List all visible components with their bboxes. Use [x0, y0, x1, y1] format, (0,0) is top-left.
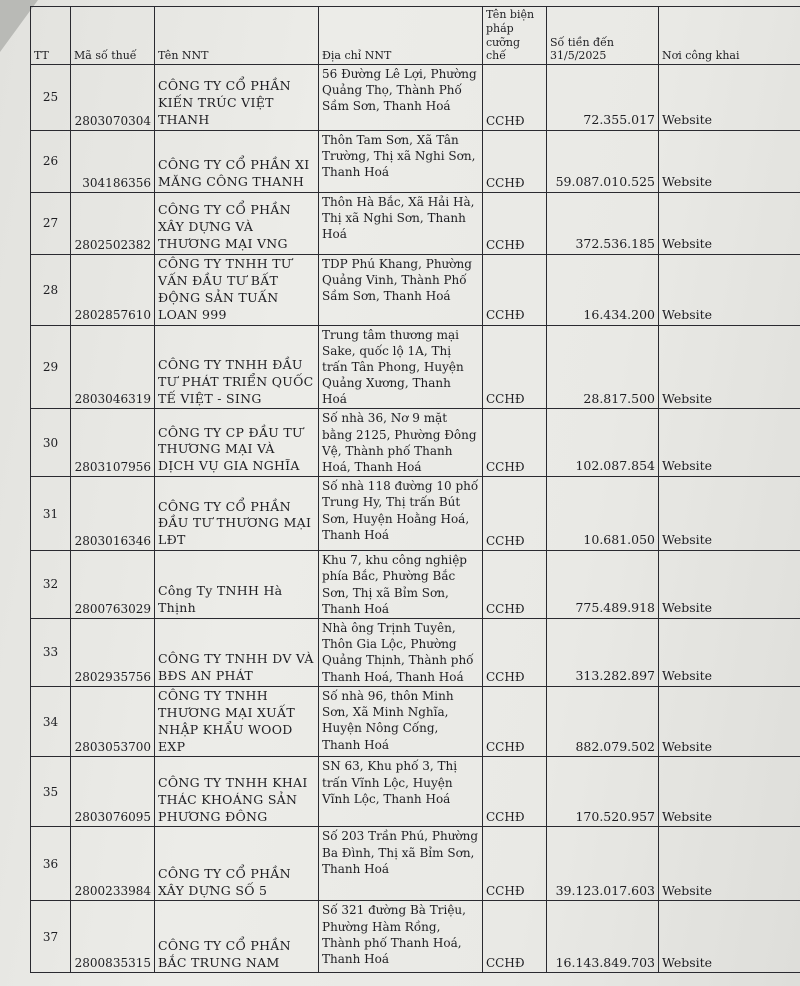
table-row — [31, 757, 800, 827]
row-number: 25 — [31, 65, 71, 131]
row-number: 36 — [31, 827, 71, 901]
amount: 16.434.200 — [547, 255, 659, 326]
tax-code: 2803107956 — [71, 409, 155, 477]
header-amount: Số tiền đến 31/5/2025 — [547, 7, 659, 65]
published-at: Website — [659, 551, 800, 619]
table-row — [31, 901, 800, 973]
row-number: 29 — [31, 325, 71, 409]
row-number: 35 — [31, 757, 71, 827]
taxpayer-name: CÔNG TY TNHH DV VÀ BĐS AN PHÁT — [155, 618, 319, 686]
amount: 882.079.502 — [547, 686, 659, 757]
enforcement-measure: CCHĐ — [483, 477, 547, 551]
taxpayer-name: CÔNG TY TNHH KHAI THÁC KHOÁNG SẢN PHƯƠNG ĐÔNG — [155, 757, 319, 827]
enforcement-measure: CCHĐ — [483, 827, 547, 901]
address: Trung tâm thương mại Sake, quốc lộ 1A, Thị trấn Tân Phong, Huyện Quảng Xương, Thanh Hoá — [319, 325, 483, 409]
header-enforcement-measure: Tên biện pháp cưỡng chế — [483, 7, 547, 65]
published-at: Website — [659, 757, 800, 827]
table-row — [31, 618, 800, 686]
tax-code: 2802935756 — [71, 618, 155, 686]
row-number: 31 — [31, 477, 71, 551]
published-at: Website — [659, 193, 800, 255]
table-row — [31, 686, 800, 757]
header-taxpayer-name: Tên NNT — [155, 7, 319, 65]
enforcement-measure: CCHĐ — [483, 618, 547, 686]
enforcement-measure: CCHĐ — [483, 901, 547, 973]
taxpayer-name: CÔNG TY CỔ PHẦN XÂY DỰNG VÀ THƯƠNG MẠI VNG — [155, 193, 319, 255]
taxpayer-name: CÔNG TY CỔ PHẦN ĐẦU TƯ THƯƠNG MẠI LĐT — [155, 477, 319, 551]
amount: 775.489.918 — [547, 551, 659, 619]
taxpayer-name: CÔNG TY CP ĐẦU TƯ THƯƠNG MẠI VÀ DỊCH VỤ GIA NGHĨA — [155, 409, 319, 477]
enforcement-measure: CCHĐ — [483, 551, 547, 619]
address: 56 Đường Lê Lợi, Phường Quảng Thọ, Thành Phố Sầm Sơn, Thanh Hoá — [319, 65, 483, 131]
tax-code: 2800763029 — [71, 551, 155, 619]
table-row — [31, 193, 800, 255]
published-at: Website — [659, 901, 800, 973]
enforcement-measure: CCHĐ — [483, 686, 547, 757]
address: TDP Phú Khang, Phường Quảng Vinh, Thành Phố Sầm Sơn, Thanh Hoá — [319, 255, 483, 326]
row-number: 32 — [31, 551, 71, 619]
tax-code: 2802502382 — [71, 193, 155, 255]
amount: 372.536.185 — [547, 193, 659, 255]
amount: 170.520.957 — [547, 757, 659, 827]
enforcement-measure: CCHĐ — [483, 65, 547, 131]
tax-code: 2803016346 — [71, 477, 155, 551]
published-at: Website — [659, 255, 800, 326]
amount: 102.087.854 — [547, 409, 659, 477]
table-row — [31, 551, 800, 619]
header-tax-code: Mã số thuế — [71, 7, 155, 65]
tax-code: 304186356 — [71, 131, 155, 193]
amount: 59.087.010.525 — [547, 131, 659, 193]
tax-code: 2803046319 — [71, 325, 155, 409]
published-at: Website — [659, 131, 800, 193]
published-at: Website — [659, 325, 800, 409]
row-number: 37 — [31, 901, 71, 973]
table-row — [31, 255, 800, 326]
table-row — [31, 827, 800, 901]
tax-code: 2803076095 — [71, 757, 155, 827]
amount: 10.681.050 — [547, 477, 659, 551]
amount: 313.282.897 — [547, 618, 659, 686]
header-address: Địa chỉ NNT — [319, 7, 483, 65]
taxpayer-name: CÔNG TY CỔ PHẦN BẮC TRUNG NAM — [155, 901, 319, 973]
row-number: 33 — [31, 618, 71, 686]
published-at: Website — [659, 477, 800, 551]
tax-code: 2800233984 — [71, 827, 155, 901]
tax-code: 2803053700 — [71, 686, 155, 757]
published-at: Website — [659, 65, 800, 131]
row-number: 28 — [31, 255, 71, 326]
taxpayer-name: CÔNG TY CỔ PHẦN KIẾN TRÚC VIỆT THANH — [155, 65, 319, 131]
amount: 72.355.017 — [547, 65, 659, 131]
address: Số 203 Trần Phú, Phường Ba Đình, Thị xã Bỉm Sơn, Thanh Hoá — [319, 827, 483, 901]
enforcement-measure: CCHĐ — [483, 325, 547, 409]
row-number: 34 — [31, 686, 71, 757]
address: Số nhà 96, thôn Minh Sơn, Xã Minh Nghĩa, Huyện Nông Cống, Thanh Hoá — [319, 686, 483, 757]
header-tt: TT — [31, 7, 71, 65]
row-number: 26 — [31, 131, 71, 193]
address: Khu 7, khu công nghiệp phía Bắc, Phường Bắc Sơn, Thị xã Bỉm Sơn, Thanh Hoá — [319, 551, 483, 619]
tax-code: 2800835315 — [71, 901, 155, 973]
enforcement-measure: CCHĐ — [483, 409, 547, 477]
taxpayer-name: CÔNG TY TNHH ĐẦU TƯ PHÁT TRIỂN QUỐC TẾ VIỆT - SING — [155, 325, 319, 409]
taxpayer-name: CÔNG TY TNHH THƯƠNG MẠI XUẤT NHẬP KHẨU WOOD EXP — [155, 686, 319, 757]
table-row — [31, 409, 800, 477]
enforcement-measure: CCHĐ — [483, 131, 547, 193]
enforcement-measure: CCHĐ — [483, 193, 547, 255]
row-number: 27 — [31, 193, 71, 255]
amount: 39.123.017.603 — [547, 827, 659, 901]
amount: 28.817.500 — [547, 325, 659, 409]
address: Thôn Tam Sơn, Xã Tân Trường, Thị xã Nghi Sơn, Thanh Hoá — [319, 131, 483, 193]
address: Số nhà 118 đường 10 phố Trung Hy, Thị trấn Bút Sơn, Huyện Hoằng Hoá, Thanh Hoá — [319, 477, 483, 551]
published-at: Website — [659, 409, 800, 477]
published-at: Website — [659, 827, 800, 901]
taxpayer-name: CÔNG TY TNHH TƯ VẤN ĐẦU TƯ BẤT ĐỘNG SẢN TUẤN LOAN 999 — [155, 255, 319, 326]
header-published-at: Nơi công khai — [659, 7, 800, 65]
amount: 16.143.849.703 — [547, 901, 659, 973]
table-row — [31, 325, 800, 409]
tax-code: 2802857610 — [71, 255, 155, 326]
table-header-row — [31, 7, 800, 65]
published-at: Website — [659, 686, 800, 757]
address: Số 321 đường Bà Triệu, Phường Hàm Rồng, Thành phố Thanh Hoá, Thanh Hoá — [319, 901, 483, 973]
table-row — [31, 477, 800, 551]
address: Số nhà 36, Nơ 9 mặt bằng 2125, Phường Đông Vệ, Thành phố Thanh Hoá, Thanh Hoá — [319, 409, 483, 477]
tax-code: 2803070304 — [71, 65, 155, 131]
tax-debtor-table — [30, 6, 800, 973]
address: SN 63, Khu phố 3, Thị trấn Vĩnh Lộc, Huyện Vĩnh Lộc, Thanh Hoá — [319, 757, 483, 827]
taxpayer-name: Công Ty TNHH Hà Thịnh — [155, 551, 319, 619]
published-at: Website — [659, 618, 800, 686]
taxpayer-name: CÔNG TY CỔ PHẦN XI MĂNG CÔNG THANH — [155, 131, 319, 193]
enforcement-measure: CCHĐ — [483, 255, 547, 326]
address: Nhà ông Trịnh Tuyên, Thôn Gia Lộc, Phường Quảng Thịnh, Thành phố Thanh Hoá, Thanh Hoá — [319, 618, 483, 686]
enforcement-measure: CCHĐ — [483, 757, 547, 827]
table-row — [31, 65, 800, 131]
address: Thôn Hà Bắc, Xã Hải Hà, Thị xã Nghi Sơn, Thanh Hoá — [319, 193, 483, 255]
table-row — [31, 131, 800, 193]
row-number: 30 — [31, 409, 71, 477]
taxpayer-name: CÔNG TY CỔ PHẦN XÂY DỰNG SỐ 5 — [155, 827, 319, 901]
